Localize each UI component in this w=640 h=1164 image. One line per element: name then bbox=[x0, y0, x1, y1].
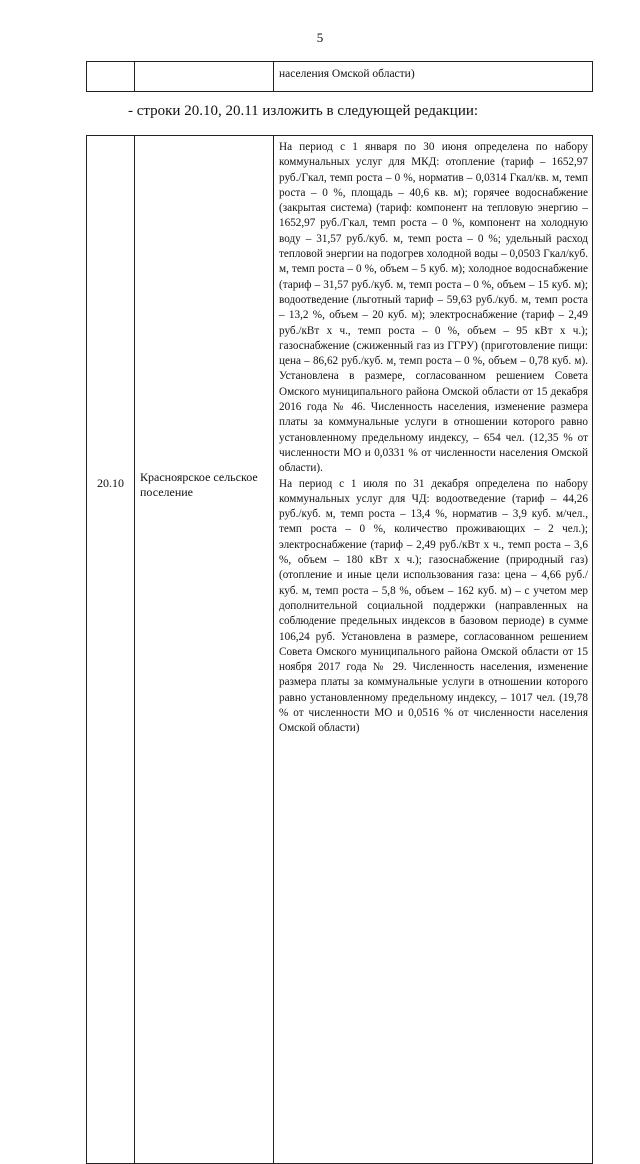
description-cell bbox=[274, 62, 593, 92]
row-number: 20.10 bbox=[87, 136, 135, 1164]
name-cell bbox=[135, 62, 274, 92]
cell-text: населения Омской области) bbox=[279, 68, 415, 80]
intro-line: - строки 20.10, 20.11 изложить в следующей редакции: bbox=[128, 103, 479, 119]
paragraph-first-half-year: На период с 1 января по 30 июня определена по набору коммунальных услуг для МКД: отопление (тариф – 1652,97 руб./Гкал, темп роста – 0 %, норматив – 0,0314 Гкал/кв. м, темп роста – 0 %, площадь – 40,6 кв. м); горячее водоснабжение (закрытая система) (тариф: компонент на тепловую энергию – 1652,97 руб./Гкал, темп роста – 0 %, компонент на холодную воду – 31,57 руб./куб. м, темп роста – 0 %; удельный расход тепловой энергии на подогрев холодной воды – 0,0503 Гкал/куб. м, темп роста – 0 %, объем – 5 куб. м); холодное водоснабжение (тариф – 31,57 руб./куб. м, темп роста – 0 %, объем – 15 куб. м); водоотведение (льготный тариф – 59,63 руб./куб. м, темп роста – 13,2 %, объем – 20 куб. м); электроснабжение (тариф – 2,49 руб./кВт х ч., темп роста – 0 %, объем – 95 кВт х ч.); газоснабжение (сжиженный газ из ГГРУ) (приготовление пищи: цена – 86,62 руб./куб. м, темп роста – 0 %, объем – 0,78 куб. м). Установлена в размере, согласованном решением Совета Омского муниципального района Омской области от 15 декабря 2016 года № 46. Численность населения, изменение размера платы за коммунальные услуги в отношении которого равно установленному предельному индексу, – 654 чел. (12,35 % от численности МО и 0,0331 % от численности населения Омской области). bbox=[279, 141, 588, 475]
settlement-name: Красноярское сельское поселение bbox=[135, 136, 274, 1164]
page-number: 5 bbox=[316, 30, 324, 45]
amendment-table bbox=[86, 135, 593, 1164]
table-row bbox=[87, 62, 593, 92]
table-row bbox=[87, 136, 593, 1164]
number-cell bbox=[87, 62, 135, 92]
paragraph-second-half-year: На период с 1 июля по 31 декабря определена по набору коммунальных услуг для ЧД: водоотведение (тариф – 44,26 руб./куб. м, темп роста – 13,4 %, норматив – 3,9 куб. м/чел., темп роста – 0 %, количество проживающих – 2 чел.); электроснабжение (тариф – 2,49 руб./кВт х ч., темп роста – 3,6 %, объем – 180 кВт х ч.); газоснабжение (природный газ) (отопление и иные цели использования газа: цена – 4,66 руб./куб. м, темп роста – 5,8 %, объем – 162 куб. м) – с учетом мер дополнительной социальной поддержки (направленных на соблюдение предельных индексов в базовом периоде) в сумме 106,24 руб. Установлена в размере, согласованном решением Совета Омского муниципального района Омской области от 15 ноября 2017 года № 29. Численность населения, изменение размера платы за коммунальные услуги в отношении которого равно установленному предельному индексу, – 1017 чел. (19,78 % от численности МО и 0,0516 % от численности населения Омской области) bbox=[279, 477, 588, 735]
description-cell bbox=[274, 136, 593, 1164]
continued-table-row bbox=[86, 61, 593, 92]
